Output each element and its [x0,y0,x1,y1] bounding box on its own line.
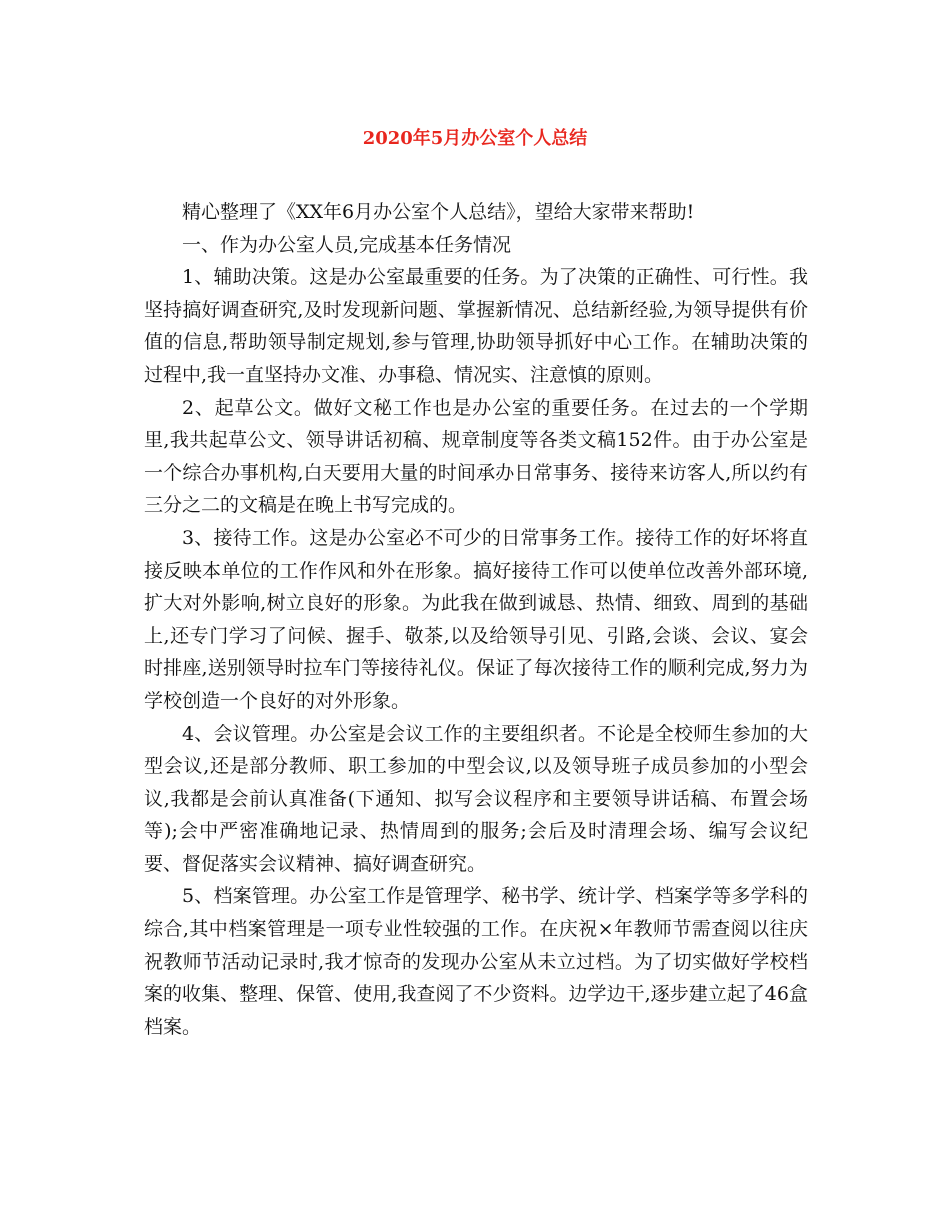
paragraph-decision-support: 1、辅助决策。这是办公室最重要的任务。为了决策的正确性、可行性。我坚持搞好调查研究,及时发现新问题、掌握新情况、总结新经验,为领导提供有价值的信息,帮助领导制定规划,参与管理,协助领导抓好中心工作。在辅助决策的过程中,我一直坚持办文准、办事稳、情况实、注意慎的原则。 [144,266,808,386]
paragraph-drafting: 2、起草公文。做好文秘工作也是办公室的重要任务。在过去的一个学期里,我共起草公文、领导讲话初稿、规章制度等各类文稿152件。由于办公室是一个综合办事机构,白天要用大量的时间承办日常事务、接待来访客人,所以约有三分之二的文稿是在晚上书写完成的。 [144,396,808,517]
document-title: 2020年5月办公室个人总结 [362,128,588,149]
intro-paragraph: 精心整理了《XX年6月办公室个人总结》，望给大家带来帮助! [182,201,695,223]
paragraph-meetings: 4、会议管理。办公室是会议工作的主要组织者。不论是全校师生参加的大型会议,还是部分教师、职工参加的中型会议,以及领导班子成员参加的小型会议,我都是会前认真准备(下通知、拟写会议程序和主要领导讲话稿、布置会场等);会中严密准确地记录、热情周到的服务;会后及时清理会场、编写会议纪要、督促落实会议精神、搞好调查研究。 [144,722,808,875]
paragraph-reception: 3、接待工作。这是办公室必不可少的日常事务工作。接待工作的好坏将直接反映本单位的工作作风和外在形象。搞好接待工作可以使单位改善外部环境,扩大对外影响,树立良好的形象。为此我在做到诚恳、热情、细致、周到的基础上,还专门学习了问候、握手、敬茶,以及给领导引见、引路,会谈、会议、宴会时排座,送别领导时拉车门等接待礼仪。保证了每次接待工作的顺利完成,努力为学校创造一个良好的对外形象。 [144,526,808,712]
paragraph-archives: 5、档案管理。办公室工作是管理学、秘书学、统计学、档案学等多学科的综合,其中档案管理是一项专业性较强的工作。在庆祝×年教师节需查阅以往庆祝教师节活动记录时,我才惊奇的发现办公室从未立过档。为了切实做好学校档案的收集、整理、保管、使用,我查阅了不少资料。边学边干,逐步建立起了46盒档案。 [144,885,808,1038]
document-body [144,196,808,1043]
section-heading: 一、作为办公室人员,完成基本任务情况 [182,233,512,256]
